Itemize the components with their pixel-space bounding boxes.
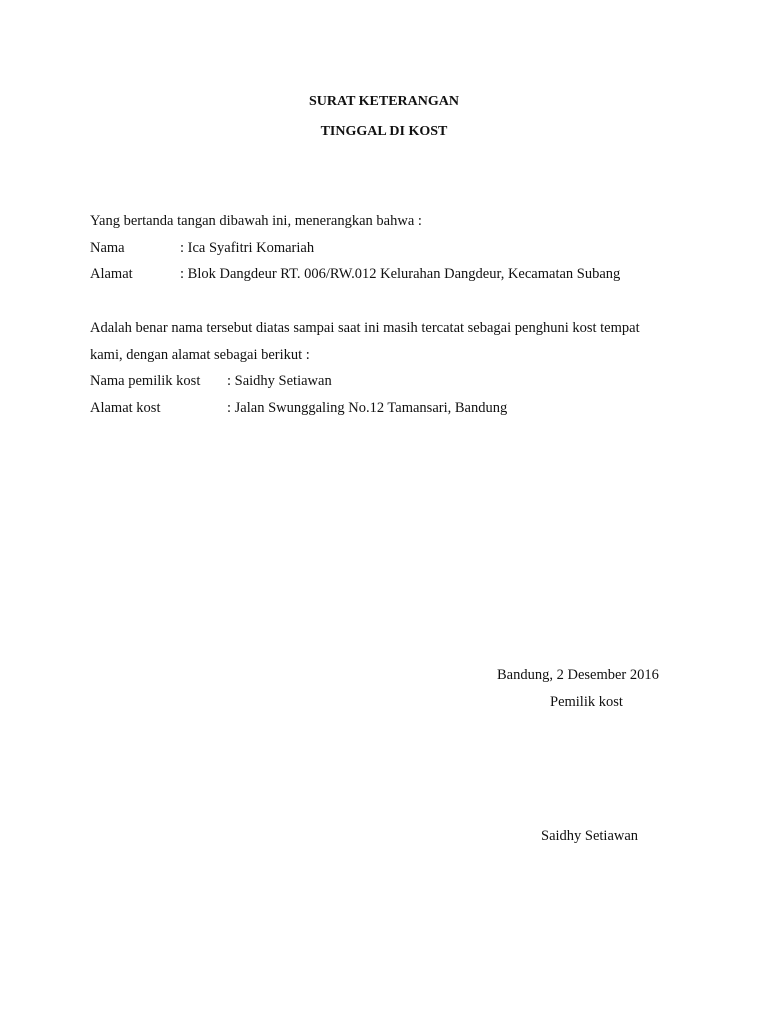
owner-address-value: : Jalan Swunggaling No.12 Tamansari, Bandung (227, 400, 508, 416)
intro-text: Yang bertanda tangan dibawah ini, menerangkan bahwa : (90, 213, 422, 229)
owner-address-label: Alamat kost (90, 400, 161, 416)
title-line-2: TINGGAL DI KOST (320, 124, 448, 139)
owner-name-label: Nama pemilik kost (90, 373, 201, 389)
owner-name-value: : Saidhy Setiawan (227, 373, 332, 389)
statement-line-1: Adalah benar nama tersebut diatas sampai saat ini masih tercatat sebagai penghuni kost tempat (90, 320, 640, 336)
signer-role: Pemilik kost (550, 694, 623, 710)
statement-line-2: kami, dengan alamat sebagai berikut : (90, 347, 310, 363)
place-date: Bandung, 2 Desember 2016 (497, 667, 659, 683)
person-name-value: : Ica Syafitri Komariah (180, 240, 315, 256)
person-address-label: Alamat (90, 266, 133, 282)
person-address-value: : Blok Dangdeur RT. 006/RW.012 Kelurahan Dangdeur, Kecamatan Subang (180, 266, 621, 282)
signer-name: Saidhy Setiawan (541, 828, 639, 844)
person-name-label: Nama (90, 240, 125, 256)
title-line-1: SURAT KETERANGAN (308, 94, 459, 109)
